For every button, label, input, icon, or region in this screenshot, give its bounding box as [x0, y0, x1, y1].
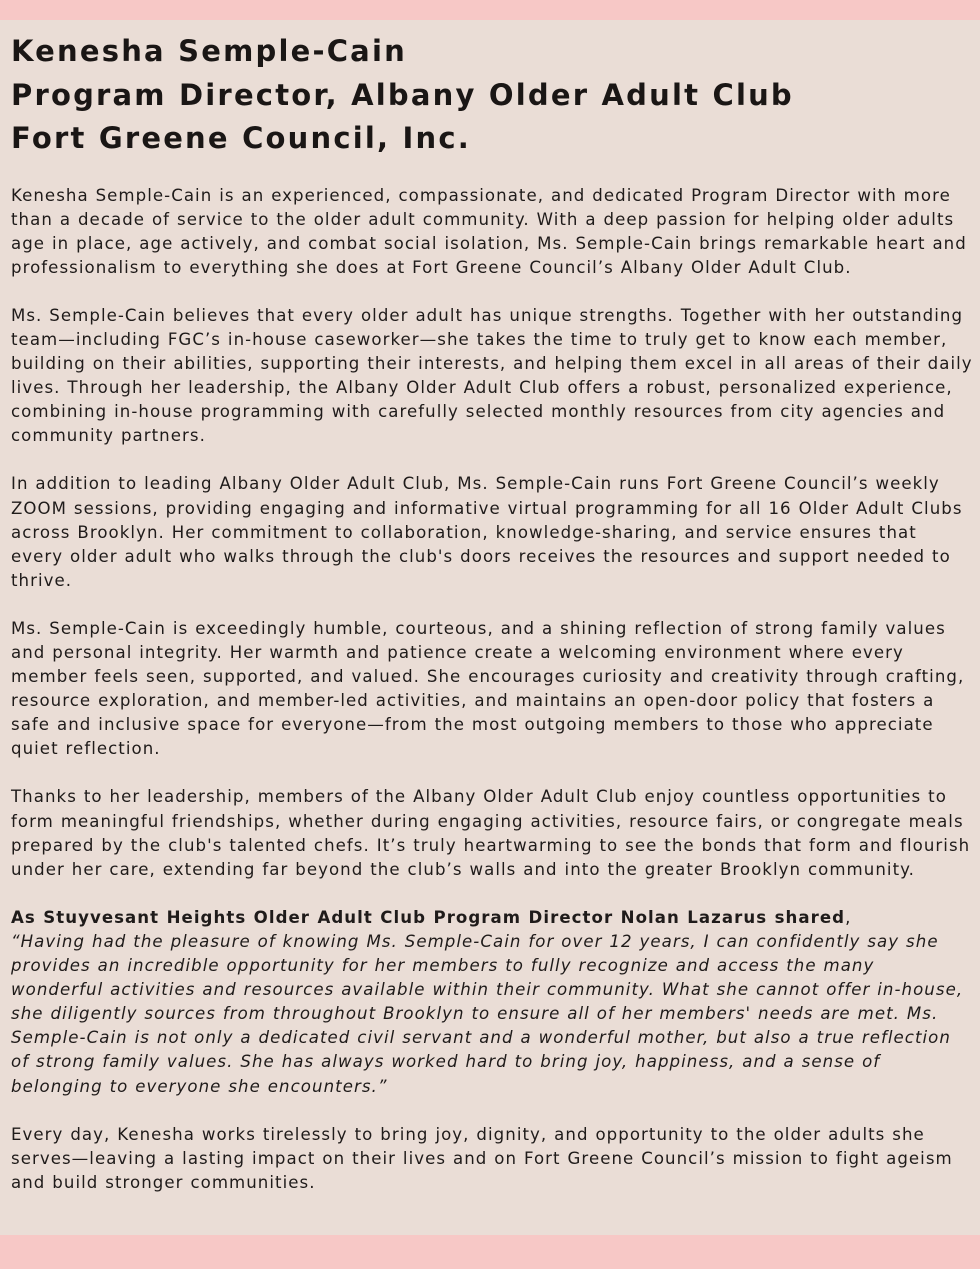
testimonial-lead: As Stuyvesant Heights Older Adult Club Program Director Nolan Lazarus shared	[11, 907, 846, 927]
testimonial-comma: ,	[845, 907, 852, 927]
paragraph-zoom-sessions: In addition to leading Albany Older Adult Club, Ms. Semple-Cain runs Fort Greene Council’s weekly ZOOM sessions, providing engaging and informative virtual programming for all 16 Older Adult Clubs across Brooklyn. Her commitment to collaboration, knowledge-sharing, and service ensures that every older adult who walks through the club's doors receives the resources and support needed to thrive.	[11, 474, 963, 590]
page-title	[11, 30, 973, 161]
document-page	[0, 20, 980, 1235]
paragraph-friendships: Thanks to her leadership, members of the Albany Older Adult Club enjoy countless opportunities to form meaningful friendships, whether during engaging activities, resource fairs, or congregate meals prepared by the club's talented chefs. It’s truly heartwarming to see the bonds that form and flourish under her care, extending far beyond the club’s walls and into the greater Brooklyn community.	[11, 787, 971, 879]
paragraph-intro: Kenesha Semple-Cain is an experienced, compassionate, and dedicated Program Director with more than a decade of service to the older adult community. With a deep passion for helping older adults age in place, age actively, and combat social isolation, Ms. Semple-Cain brings remarkable heart and professionalism to everything she does at Fort Greene Council’s Albany Older Adult Club.	[11, 185, 967, 277]
paragraph-testimonial	[11, 906, 973, 1099]
testimonial-quote: “Having had the pleasure of knowing Ms. Semple-Cain for over 12 years, I can confidently say she provides an incredible opportunity for her members to fully recognize and access the many wonderful activities and resources available within their community. What she cannot offer in-house, she diligently sources from throughout Brooklyn to ensure all of her members' needs are met. Ms. Semple-Cain is not only a dedicated civil servant and a wonderful mother, but also a true reflection of strong family values. She has always worked hard to bring joy, happiness, and a sense of belonging to everyone she encounters.”	[11, 931, 964, 1096]
document-content	[11, 30, 973, 1195]
paragraph-values: Ms. Semple-Cain is exceedingly humble, courteous, and a shining reflection of strong family values and personal integrity. Her warmth and patience create a welcoming environment where every member feels seen, supported, and valued. She encourages curiosity and creativity through crafting, resource exploration, and member-led activities, and maintains an open-door policy that fosters a safe and inclusive space for everyone—from the most outgoing members to those who appreciate quiet reflection.	[11, 618, 965, 759]
title-organization: Fort Greene Council, Inc.	[11, 121, 471, 155]
paragraph-strengths: Ms. Semple-Cain believes that every older adult has unique strengths. Together with her outstanding team—including FGC’s in-house caseworker—she takes the time to truly get to know each member, building on their abilities, supporting their interests, and helping them excel in all areas of their daily lives. Through her leadership, the Albany Older Adult Club offers a robust, personalized experience, combining in-house programming with carefully selected monthly resources from city agencies and community partners.	[11, 305, 973, 446]
paragraph-closing: Every day, Kenesha works tirelessly to bring joy, dignity, and opportunity to the older adults she serves—leaving a lasting impact on their lives and on Fort Greene Council’s mission to fight ageism and build stronger communities.	[11, 1124, 953, 1192]
title-name: Kenesha Semple-Cain	[11, 34, 407, 68]
title-role: Program Director, Albany Older Adult Club	[11, 77, 794, 112]
